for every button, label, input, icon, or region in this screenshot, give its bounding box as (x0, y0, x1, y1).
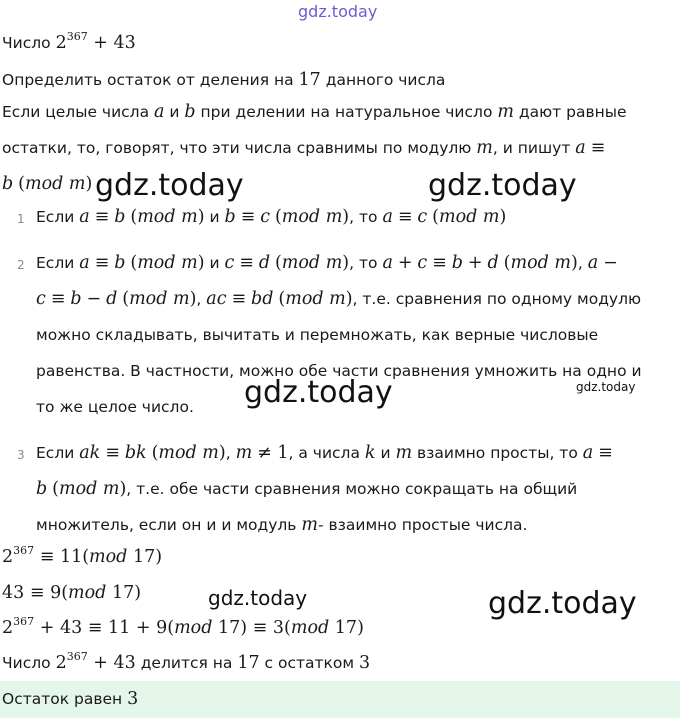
watermark: gdz.today (95, 168, 244, 203)
task-question: Определить остаток от деления на 17 данного числа (2, 70, 446, 90)
watermark: gdz.today (244, 375, 393, 410)
property-item-3: Если ak ≡ bk (mod m), m ≠ 1, а числа k и m взаимно просты, то a ≡ b (mod m), т.е. обе части сравнения можно сокращать на общий множитель, если он и и модуль m- взаимно простые числа. (36, 443, 613, 535)
solution-step-3: $2^{367} + 43 \equiv 11 + 9(mod$ 17) ≡ 3(mod 17) (2, 615, 364, 638)
answer-box (0, 681, 680, 718)
theory-intro-line-2: остатки, то, говорят, что эти числа сравнимы по модулю m, и пишут a ≡ (2, 138, 606, 158)
property-item-2: Если a ≡ b (mod m) и c ≡ d (mod m), то a + c ≡ b + d (mod m), a − c ≡ b − d (mod m), ac ≡ bd (mod m), т.е. сравнения по одному модулю можно складывать, вычитать и перемножать, как верные числовые равенства. В частности, можно обе части сравнения умножить на одно и то же целое число. (36, 253, 642, 416)
solution-conclusion: Число $2^{367} + 43$ делится на 17 с остатком 3 (2, 650, 371, 673)
solution-step-1: $2^{367} \equiv 11(mod$ 17) (2, 544, 163, 567)
watermark: gdz.today (576, 380, 636, 394)
property-item-1: Если a ≡ b (mod m) и b ≡ c (mod m), то a ≡ c (mod m) (36, 207, 507, 227)
solution-step-2: 43 ≡ 9(mod 17) (2, 583, 142, 603)
answer-text: Остаток равен 3 (2, 689, 139, 709)
watermark: gdz.today (208, 586, 308, 610)
list-number: 1 (17, 212, 25, 226)
watermark-top: gdz.today (298, 2, 378, 21)
theory-intro-line-1: Если целые числа a и b при делении на натуральное число m дают равные (2, 102, 627, 122)
watermark: gdz.today (488, 586, 637, 621)
theory-intro-line-3: b (mod m) (2, 174, 93, 194)
watermark: gdz.today (428, 168, 577, 203)
list-number: 3 (17, 448, 25, 462)
task-number: Число $2^{367} + 43$ (2, 30, 136, 53)
list-number: 2 (17, 258, 25, 272)
